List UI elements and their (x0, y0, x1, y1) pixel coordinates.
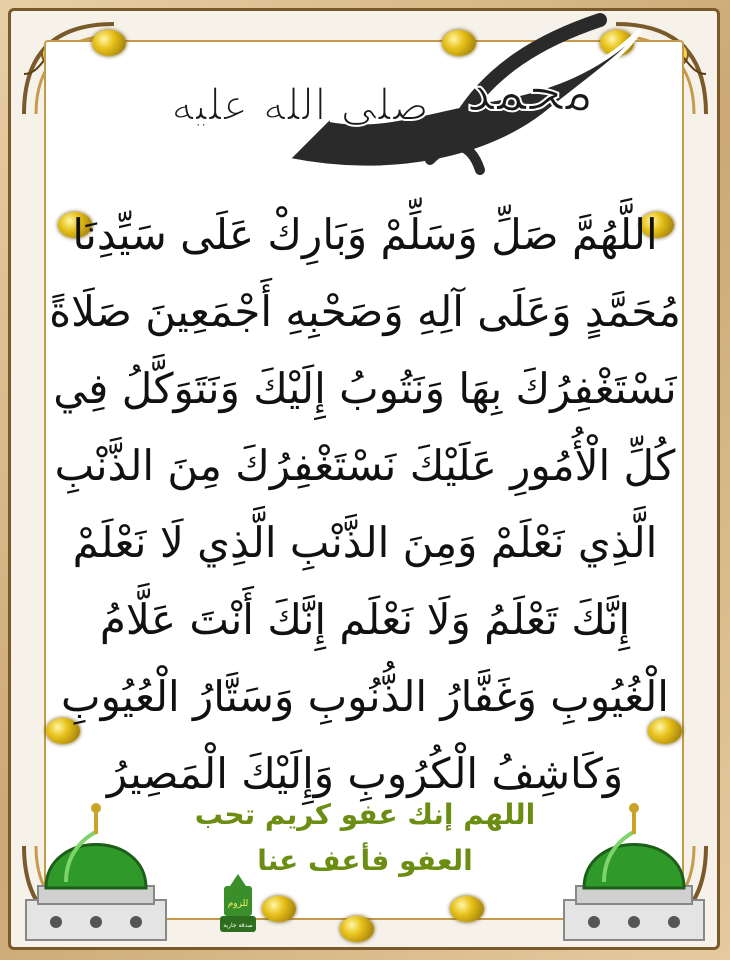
prayer-line: اللَّهُمَّ صَلِّ وَسَلِّمْ وَبَارِكْ عَلَى سَيِّدِنَا (72, 210, 658, 259)
salutation-calligraphy: صلى الله عليه (170, 80, 430, 131)
dome-icon (554, 790, 714, 950)
closing-text (150, 792, 580, 884)
gem-icon (450, 896, 484, 922)
prayer-line: الْغُيُوبِ وَغَفَّارُ الذُّنُوبِ وَسَتَّارُ الْعُيُوبِ (61, 672, 669, 721)
prayer-text (40, 196, 690, 812)
prayer-line: كُلِّ الْأُمُورِ عَلَيْكَ نَسْتَغْفِرُكَ مِنَ الذَّنْبِ (54, 441, 676, 490)
gem-icon (340, 916, 374, 942)
gem-icon (262, 896, 296, 922)
gem-icon (92, 30, 126, 56)
dome-icon (16, 790, 176, 950)
prayer-line: الَّذِي نَعْلَمْ وَمِنَ الذَّنْبِ الَّذِي لَا نَعْلَمْ (72, 518, 658, 567)
header-calligraphy (130, 10, 650, 190)
logo-icon (218, 872, 258, 934)
closing-line: العفو فأعف عنا (257, 844, 473, 877)
closing-line: اللهم إنك عفو كريم تحب (194, 798, 536, 831)
prayer-line: إِنَّكَ تَعْلَمُ وَلَا نَعْلَم إِنَّكَ أَنْتَ عَلَّامُ (99, 595, 631, 644)
prayer-line: وَكَاشِفُ الْكُرُوبِ وَإِلَيْكَ الْمَصِيرُ (106, 749, 624, 798)
prayer-line: نَسْتَغْفِرُكَ بِهَا وَنَتُوبُ إِلَيْكَ وَنَتَوَكَّلُ فِي (53, 364, 677, 413)
logo-text: للزوم (227, 899, 249, 909)
logo-subtext: صدقة جارية (223, 922, 253, 929)
prayer-line: مُحَمَّدٍ وَعَلَى آلِهِ وَصَحْبِهِ أَجْمَعِينَ صَلَاةً (49, 287, 681, 336)
name-calligraphy: محمد (466, 59, 594, 124)
